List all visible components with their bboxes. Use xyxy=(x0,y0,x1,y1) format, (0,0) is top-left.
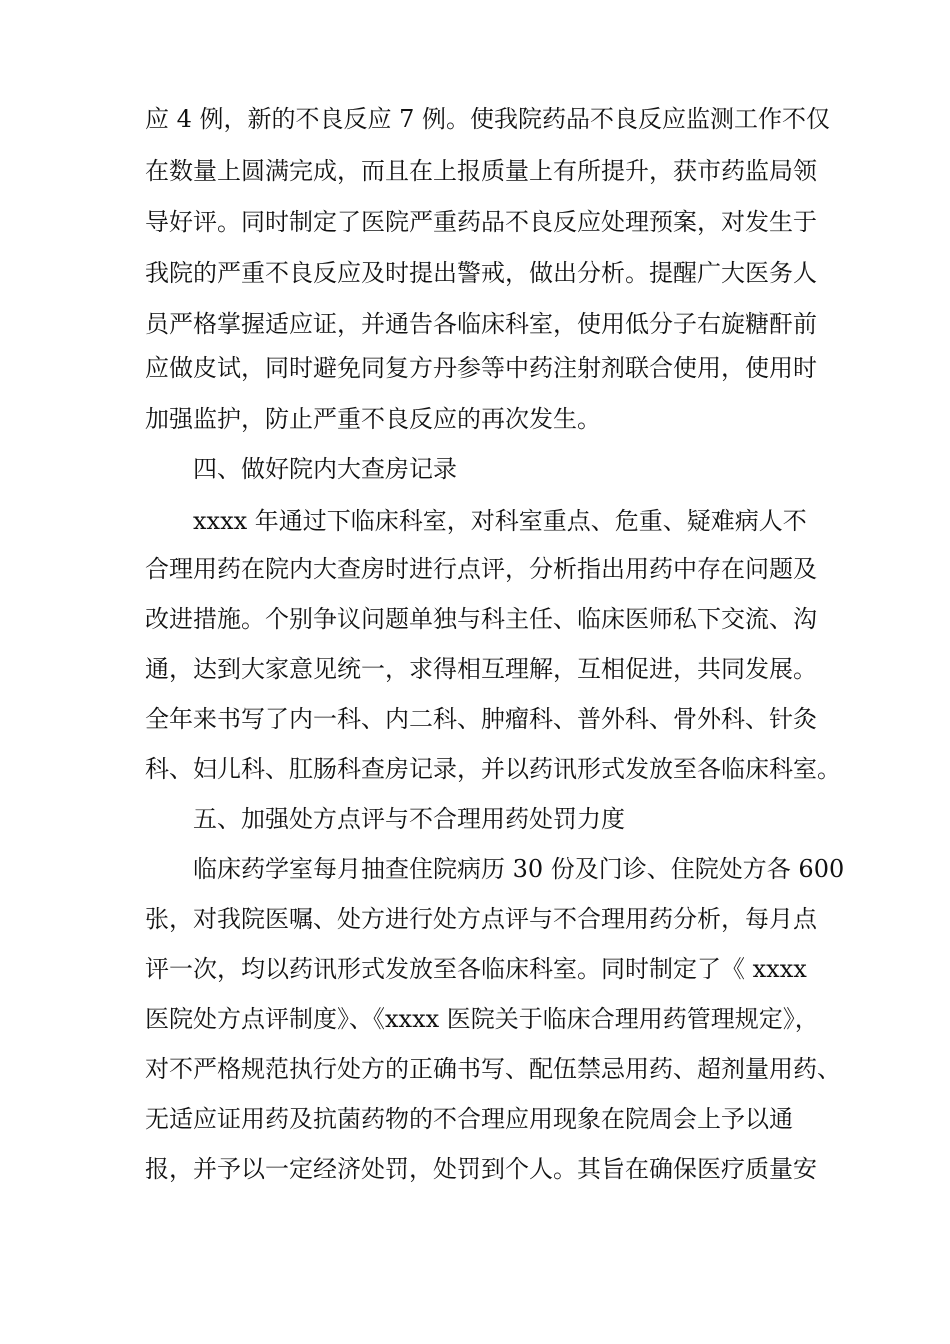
text-line: 全年来书写了内一科、内二科、肿瘤科、普外科、骨外科、针灸 xyxy=(145,705,817,733)
text-line: 应做皮试，同时避免同复方丹参等中药注射剂联合使用，使用时 xyxy=(145,354,817,382)
text-line: 医院处方点评制度》、《xxxx 医院关于临床合理用药管理规定》， xyxy=(145,1005,819,1033)
text-line: 我院的严重不良反应及时提出警戒，做出分析。提醒广大医务人 xyxy=(145,259,817,287)
text-line: 临床药学室每月抽查住院病历 30 份及门诊、住院处方各 600 xyxy=(193,855,845,883)
text-line: 应 4 例，新的不良反应 7 例。使我院药品不良反应监测工作不仅 xyxy=(145,105,831,133)
text-line: 在数量上圆满完成，而且在上报质量上有所提升，获市药监局领 xyxy=(145,157,817,185)
section-heading: 五、加强处方点评与不合理用药处罚力度 xyxy=(193,805,625,833)
text-line: 无适应证用药及抗菌药物的不合理应用现象在院周会上予以通 xyxy=(145,1105,793,1133)
text-line: 报，并予以一定经济处罚，处罚到个人。其旨在确保医疗质量安 xyxy=(145,1155,817,1183)
text-line: 加强监护，防止严重不良反应的再次发生。 xyxy=(145,405,601,433)
text-line: 改进措施。个别争议问题单独与科主任、临床医师私下交流、沟 xyxy=(145,605,817,633)
text-line: 张，对我院医嘱、处方进行处方点评与不合理用药分析，每月点 xyxy=(145,905,817,933)
text-line: 合理用药在院内大查房时进行点评，分析指出用药中存在问题及 xyxy=(145,555,817,583)
text-line: 员严格掌握适应证，并通告各临床科室，使用低分子右旋糖酐前 xyxy=(145,310,817,338)
text-line: 对不严格规范执行处方的正确书写、配伍禁忌用药、超剂量用药、 xyxy=(145,1055,841,1083)
text-line: 导好评。同时制定了医院严重药品不良反应处理预案，对发生于 xyxy=(145,208,817,236)
text-line: 通，达到大家意见统一，求得相互理解，互相促进，共同发展。 xyxy=(145,655,817,683)
text-line: 科、妇儿科、肛肠科查房记录，并以药讯形式发放至各临床科室。 xyxy=(145,755,841,783)
section-heading: 四、做好院内大查房记录 xyxy=(193,455,457,483)
text-line: 评一次，均以药讯形式发放至各临床科室。同时制定了《 xxxx xyxy=(145,955,807,983)
text-line: xxxx 年通过下临床科室，对科室重点、危重、疑难病人不 xyxy=(193,507,807,535)
